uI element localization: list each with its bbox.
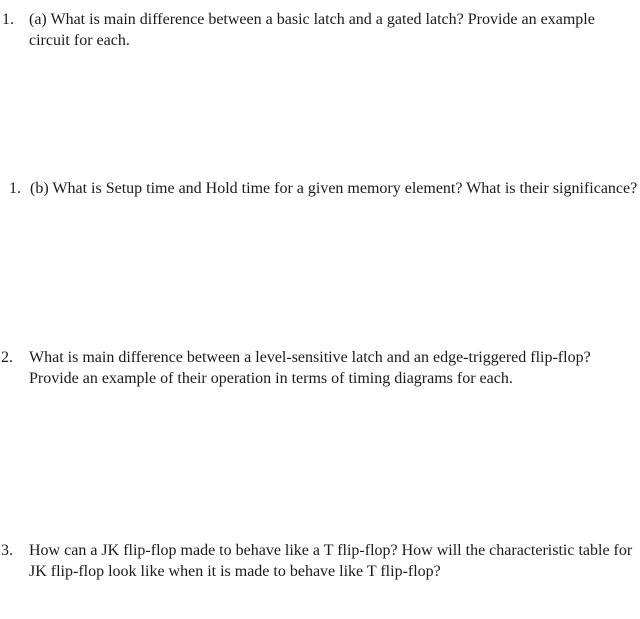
question-text: What is main difference between a level-sensitive latch and an edge-triggered flip-flop? Provide an example of their operation in terms of timing diagrams for each.	[29, 349, 591, 387]
question-number: 1.	[9, 180, 21, 197]
question-number: 3.	[1, 542, 13, 559]
question-number: 2.	[1, 349, 13, 366]
question-text: (b) What is Setup time and Hold time for a given memory element? What is their significance?	[30, 180, 638, 197]
question-number: 1.	[2, 11, 14, 28]
question-text: How can a JK flip-flop made to behave like a T flip-flop? How will the characteristic table for JK flip-flop look like when it is made to behave like T flip-flop?	[29, 542, 633, 580]
question-text: (a) What is main difference between a basic latch and a gated latch? Provide an example circuit for each.	[29, 11, 595, 49]
